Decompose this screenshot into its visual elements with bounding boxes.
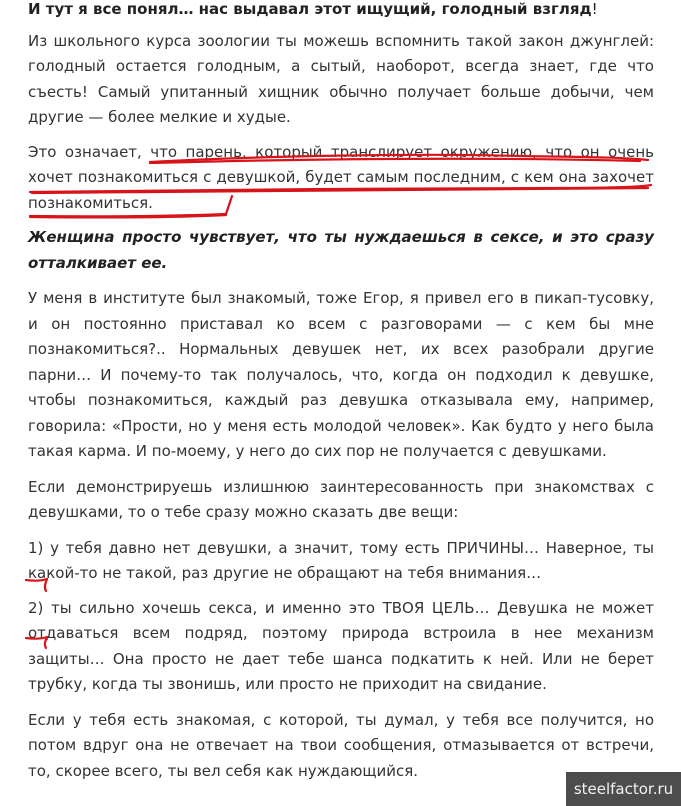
paragraph-conclusion: Если у тебя есть знакомая, с которой, ты думал, у тебя все получится, но потом вдруг она не отвечает на твои сообщения, отмазывается от встречи, то, скорее всего, ты вел себя как нуждающийся. bbox=[28, 710, 654, 780]
article-body bbox=[28, 0, 654, 784]
meaning-underlined: что парень, который транслирует окружению, что он очень хочет познакомиться с девушкой, будет самым последним, с кем она захочет познакомиться. bbox=[28, 142, 654, 212]
paragraph-realization bbox=[28, 0, 654, 23]
paragraph-story: У меня в институте был знакомый, тоже Егор, я привел его в пикап-тусовку, и он постоянно приставал ко всем с разговорами — с кем бы мне познакомиться?.. Нормальных девушек нет, их всех разобрали другие парни… И почему-то так получалось, что, когда он подходил к девушке, чтобы познакомиться, каждый раз девушка отказывала ему, например, говорила: «Прости, но у меня есть молодой человек». Как будто у него была такая карма. И по-моему, у него до сих пор не получается с девушками. bbox=[28, 289, 654, 460]
point-2-number: 2) bbox=[28, 598, 44, 617]
paragraph-key-idea: Женщина просто чувствует, что ты нуждаешься в сексе, и это сразу отталкивает ее. bbox=[28, 228, 654, 272]
paragraph-point-2 bbox=[28, 596, 654, 698]
point-1-text: у тебя давно нет девушки, а значит, тому есть ПРИЧИНЫ… Наверное, ты какой-то не такой, раз другие не обращают на тебя внимания… bbox=[28, 538, 654, 582]
paragraph-zoology: Из школьного курса зоологии ты можешь вспомнить такой закон джунглей: голодный остается голодным, а сытый, наоборот, всегда знает, где что съесть! Самый упитанный хищник обычно получает больше добычи, чем другие — более мелкие и худые. bbox=[28, 31, 654, 126]
paragraph-point-1 bbox=[28, 536, 654, 587]
realization-bold: И тут я все понял… нас выдавал этот ищущий, голодный взгляд bbox=[28, 0, 592, 18]
meaning-lead: Это означает, bbox=[28, 142, 151, 161]
point-2-text: ты сильно хочешь секса, и именно это ТВОЯ ЦЕЛЬ… Девушка не может отдаваться всем подряд, поэтому природа встроила в нее механизм защиты… Она просто не дает тебе шанса подкатить к ней. Или не берет трубку, когда ты звонишь, или просто не приходит на свидание. bbox=[28, 598, 654, 693]
realization-tail: ! bbox=[591, 0, 598, 18]
site-watermark: steelfactor.ru bbox=[566, 772, 681, 806]
point-1-number: 1) bbox=[28, 538, 44, 557]
paragraph-two-things: Если демонстрируешь излишнюю заинтересованность при знакомствах с девушками, то о тебе сразу можно сказать две вещи: bbox=[28, 477, 654, 521]
paragraph-meaning bbox=[28, 140, 654, 217]
